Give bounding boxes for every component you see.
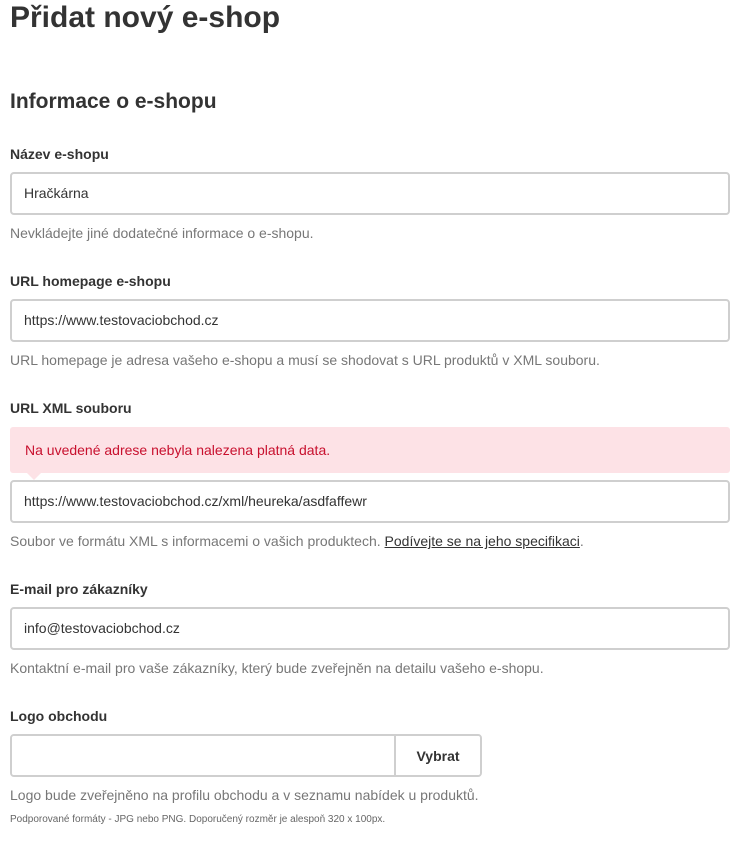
logo-file-input[interactable] [12,736,396,775]
email-input[interactable]: info@testovaciobchod.cz [10,607,730,650]
logo-help: Logo bude zveřejněno na profilu obchodu a v seznamu nabídek u produktů. [10,787,479,803]
email-help: Kontaktní e-mail pro vaše zákazníky, který bude zveřejněn na detailu vašeho e-shopu. [10,660,544,676]
homepage-url-help: URL homepage je adresa vašeho e-shopu a musí se shodovat s URL produktů v XML souboru. [10,352,600,368]
xml-specification-link[interactable]: Podívejte se na jeho specifikaci [384,533,580,549]
xml-url-label: URL XML souboru [10,400,132,416]
email-label: E-mail pro zákazníky [10,581,148,597]
logo-select-button[interactable]: Vybrat [396,736,480,775]
shop-name-input[interactable]: Hračkárna [10,172,730,215]
shop-name-help: Nevkládejte jiné dodatečné informace o e-shopu. [10,225,314,241]
shop-name-label: Název e-shopu [10,146,109,162]
section-title: Informace o e-shopu [10,90,217,113]
xml-url-help-text: Soubor ve formátu XML s informacemi o vašich produktech. [10,533,381,549]
xml-url-error-message: Na uvedené adrese nebyla nalezena platná data. [10,427,730,473]
xml-url-input[interactable]: https://www.testovaciobchod.cz/xml/heureka/asdfaffewr [10,480,730,523]
logo-file-picker [10,734,482,777]
homepage-url-input[interactable]: https://www.testovaciobchod.cz [10,299,730,342]
logo-format-note: Podporované formáty - JPG nebo PNG. Doporučený rozměr je alespoň 320 x 100px. [10,814,386,825]
logo-label: Logo obchodu [10,708,108,724]
homepage-url-label: URL homepage e-shopu [10,273,171,289]
xml-url-help [10,532,584,550]
page-title: Přidat nový e-shop [10,1,281,34]
error-pointer-arrow [26,472,42,480]
xml-url-help-suffix: . [579,533,584,549]
